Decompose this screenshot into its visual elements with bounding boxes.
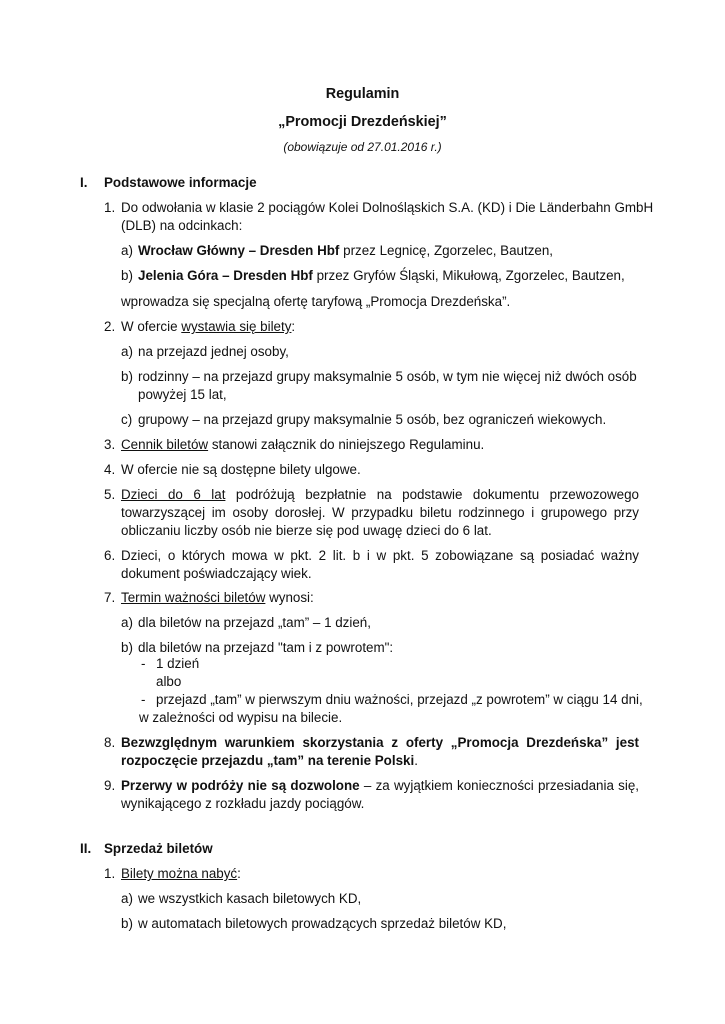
validity-date: (obowiązuje od 27.01.2016 r.) <box>283 140 442 154</box>
text-fragment: : <box>237 866 241 881</box>
route-via: przez Legnicę, Zgorzelec, Bautzen, <box>339 243 554 258</box>
option-return-cont: w zależności od wypisu na bilecie. <box>139 710 343 725</box>
s2-item-1a-label: a) <box>121 891 133 906</box>
item-4-number: 4. <box>104 462 116 477</box>
option-1-day: 1 dzień <box>156 656 200 671</box>
route-via: przez Gryfów Śląski, Mikułową, Zgorzelec, Bautzen, <box>312 268 625 283</box>
validity-period-link: Termin ważności biletów <box>121 590 266 605</box>
item-5-line: obliczaniu liczby osób nie bierze się pod uwagę dzieci do 6 lat. <box>121 523 492 538</box>
start-in-poland: rozpoczęcie przejazdu „tam” na terenie Polski <box>121 753 415 768</box>
item-7-text <box>121 589 314 606</box>
item-1-line: (DLB) na odcinkach: <box>121 218 243 233</box>
item-3-text <box>121 436 484 453</box>
item-4-text: W ofercie nie są dostępne bilety ulgowe. <box>121 462 361 477</box>
item-6-line: dokument poświadczający wiek. <box>121 566 312 581</box>
item-7a-label: a) <box>121 615 133 630</box>
item-3-number: 3. <box>104 437 116 452</box>
document-subtitle: „Promocji Drezdeńskiej” <box>278 114 447 130</box>
item-2-text <box>121 318 295 335</box>
item-9-line <box>121 777 639 794</box>
item-5-number: 5. <box>104 487 116 502</box>
item-1-line: Do odwołania w klasie 2 pociągów Kolei Dolnośląskich S.A. (KD) i Die Länderbahn GmbH <box>121 200 654 215</box>
item-9-line: wynikającego z rozkładu jazdy pociągów. <box>121 796 365 811</box>
item-7-number: 7. <box>104 590 116 605</box>
item-1a-text <box>138 242 553 259</box>
item-2a-label: a) <box>121 344 133 359</box>
text-fragment: podróżują bezpłatnie na podstawie dokumentu przewozowego <box>225 487 639 502</box>
s2-item-1a-text: we wszystkich kasach biletowych KD, <box>138 891 362 906</box>
section-1-heading: Podstawowe informacje <box>104 175 257 190</box>
text-fragment: W ofercie <box>121 319 182 334</box>
dash-bullet: - <box>141 692 146 707</box>
item-1b-label: b) <box>121 268 133 283</box>
item-5-line <box>121 486 639 503</box>
s2-item-1b-label: b) <box>121 916 133 931</box>
item-7b-text: dla biletów na przejazd "tam i z powrotem": <box>138 640 394 655</box>
item-6-number: 6. <box>104 548 116 563</box>
route-wroclaw-dresden: Wrocław Główny – Dresden Hbf <box>138 243 340 258</box>
text-fragment: : <box>291 319 296 334</box>
option-or: albo <box>156 674 182 689</box>
item-6-line: Dzieci, o których mowa w pkt. 2 lit. b i w pkt. 5 zobowiązane są posiadać ważny <box>121 548 639 563</box>
item-2c-text: grupowy – na przejazd grupy maksymalnie 5 osób, bez ograniczeń wiekowych. <box>138 412 607 427</box>
section-1-number: I. <box>80 175 88 190</box>
document-title: Regulamin <box>325 86 400 102</box>
item-2b-label: b) <box>121 369 133 384</box>
item-2b-line: powyżej 15 lat, <box>138 387 227 402</box>
children-under-6-link: Dzieci do 6 lat <box>121 487 226 502</box>
item-1-closing: wprowadza się specjalną ofertę taryfową „Promocja Drezdeńska”. <box>121 294 511 309</box>
item-7b-label: b) <box>121 640 133 655</box>
item-2-number: 2. <box>104 319 116 334</box>
s2-item-1-text <box>121 865 241 882</box>
item-2b-line: rodzinny – na przejazd grupy maksymalnie 5 osób, w tym nie więcej niż dwóch osób <box>138 369 637 384</box>
item-1-number: 1. <box>104 200 116 215</box>
price-list-link: Cennik biletów <box>121 437 209 452</box>
item-8-line: Bezwzględnym warunkiem skorzystania z oferty „Promocja Drezdeńska” jest <box>121 735 639 750</box>
text-fragment: – za wyjątkiem konieczności przesiadania się, <box>359 778 639 793</box>
s2-item-1-number: 1. <box>104 866 116 881</box>
section-2-heading: Sprzedaż biletów <box>104 841 213 856</box>
item-5-line: towarzyszącej im osoby dorosłej. W przypadku biletu rodzinnego i grupowego przy <box>121 505 639 520</box>
item-1a-label: a) <box>121 243 133 258</box>
dash-bullet: - <box>141 656 146 671</box>
text-fragment: . <box>414 753 418 768</box>
s2-item-1b-text: w automatach biletowych prowadzących sprzedaż biletów KD, <box>138 916 507 931</box>
option-return: przejazd „tam” w pierwszym dniu ważności, przejazd „z powrotem” w ciągu 14 dni, <box>156 692 643 707</box>
item-8-line <box>121 752 418 769</box>
issued-tickets-link: wystawia się bilety <box>181 319 292 334</box>
section-2-number: II. <box>80 841 92 856</box>
item-9-number: 9. <box>104 778 116 793</box>
text-fragment: wynosi: <box>265 590 314 605</box>
where-to-buy-link: Bilety można nabyć <box>121 866 238 881</box>
item-1b-text <box>138 267 625 284</box>
item-2c-label: c) <box>121 412 133 427</box>
item-2a-text: na przejazd jednej osoby, <box>138 344 289 359</box>
item-7a-text: dla biletów na przejazd „tam” – 1 dzień, <box>138 615 371 630</box>
breaks-not-allowed: Przerwy w podróży nie są dozwolone <box>121 778 360 793</box>
text-fragment: stanowi załącznik do niniejszego Regulaminu. <box>208 437 485 452</box>
item-8-number: 8. <box>104 735 116 750</box>
route-jelenia-dresden: Jelenia Góra – Dresden Hbf <box>138 268 313 283</box>
